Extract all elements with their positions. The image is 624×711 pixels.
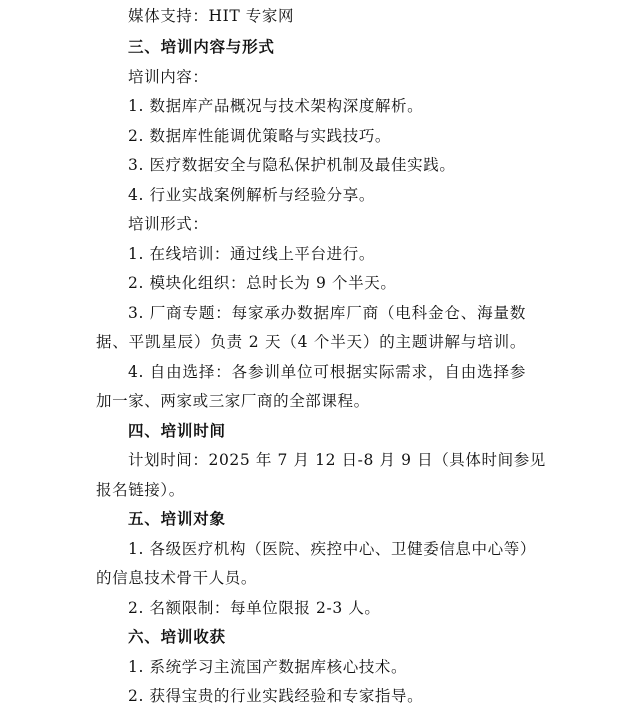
content-item: 3. 医疗数据安全与隐私保护机制及最佳实践。 — [128, 156, 456, 174]
target-line-continued: 的信息技术骨干人员。 — [96, 569, 258, 587]
form-label: 培训形式： — [128, 215, 209, 233]
section-heading-target: 五、培训对象 — [128, 510, 226, 528]
form-item-continued: 加一家、两家或三家厂商的全部课程。 — [96, 392, 370, 410]
content-item: 2. 数据库性能调优策略与实践技巧。 — [128, 127, 392, 145]
form-item-continued: 据、平凯星辰）负责 2 天（4 个半天）的主题讲解与培训。 — [96, 333, 526, 351]
target-line: 2. 名额限制：每单位限报 2-3 人。 — [128, 599, 381, 617]
section-heading-content-form: 三、培训内容与形式 — [128, 38, 275, 56]
time-line: 计划时间：2025 年 7 月 12 日-8 月 9 日（具体时间参见 — [128, 451, 546, 469]
form-item: 4. 自由选择：各参训单位可根据实际需求，自由选择参 — [128, 363, 526, 381]
media-support-line: 媒体支持：HIT 专家网 — [128, 7, 295, 25]
gains-line: 1. 系统学习主流国产数据库核心技术。 — [128, 658, 408, 676]
section-heading-gains: 六、培训收获 — [128, 628, 226, 646]
gains-line: 2. 获得宝贵的行业实践经验和专家指导。 — [128, 687, 424, 705]
content-item: 1. 数据库产品概况与技术架构深度解析。 — [128, 97, 424, 115]
form-item: 3. 厂商专题：每家承办数据库厂商（电科金仓、海量数 — [128, 304, 526, 322]
section-heading-time: 四、培训时间 — [128, 422, 226, 440]
content-label: 培训内容： — [128, 68, 209, 86]
content-item: 4. 行业实战案例解析与经验分享。 — [128, 186, 375, 204]
time-line-continued: 报名链接）。 — [96, 481, 185, 499]
target-line: 1. 各级医疗机构（医院、疾控中心、卫健委信息中心等） — [128, 540, 536, 558]
form-item: 2. 模块化组织：总时长为 9 个半天。 — [128, 274, 397, 292]
form-item: 1. 在线培训：通过线上平台进行。 — [128, 245, 375, 263]
